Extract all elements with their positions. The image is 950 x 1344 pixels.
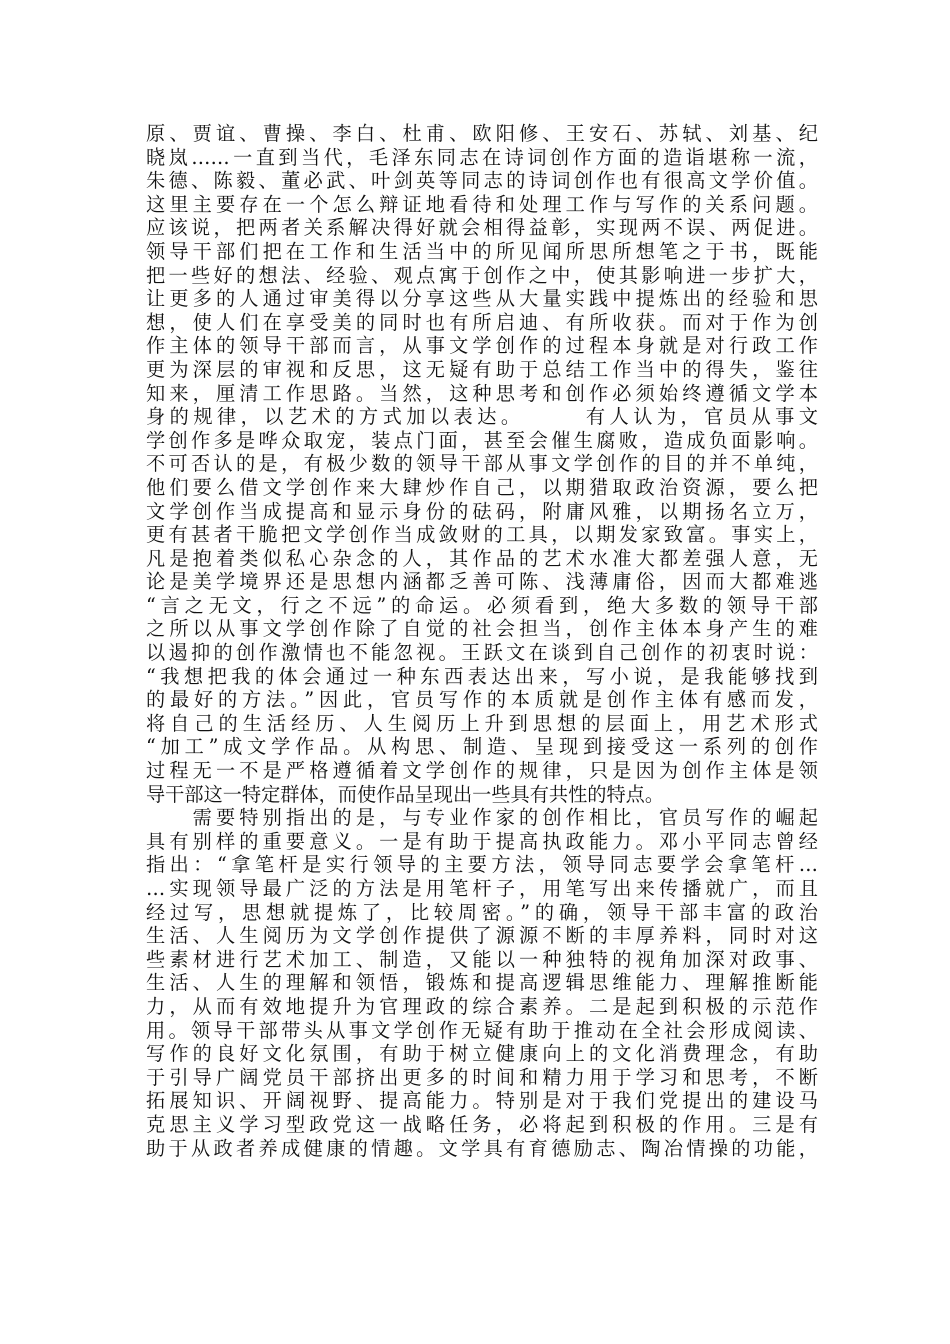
text-line: 需要特别指出的是，与专业作家的创作相比，官员写作的崛起 [146, 806, 818, 830]
text-line: 用。领导干部带头从事文学创作无疑有助于推动在全社会形成阅读、 [146, 1018, 818, 1042]
text-line: 更有甚者干脆把文学创作当成敛财的工具，以期发家致富。事实上， [146, 523, 818, 547]
text-line: 些素材进行艺术加工、制造，又能以一种独特的视角加深对政事、 [146, 947, 818, 971]
text-line: “我想把我的体会通过一种东西表达出来，写小说，是我能够找到 [146, 664, 818, 688]
text-line: 具有别样的重要意义。一是有助于提高执政能力。邓小平同志曾经 [146, 829, 818, 853]
text-line: 于引导广阔党员干部挤出更多的时间和精力用于学习和思考，不断 [146, 1065, 818, 1089]
text-line: 把一些好的想法、经验、观点寓于创作之中，使其影响进一步扩大， [146, 263, 818, 287]
text-line: 原、贾谊、曹操、李白、杜甫、欧阳修、王安石、苏轼、刘基、纪 [146, 122, 818, 145]
text-line: “言之无文，行之不远”的命运。必须看到，绝大多数的领导干部 [146, 593, 818, 617]
text-line: 他们要么借文学创作来大肆炒作自己，以期猎取政治资源，要么把 [146, 475, 818, 499]
text-line: 文学创作当成提高和显示身份的砝码，附庸风雅，以期扬名立万， [146, 499, 818, 523]
text-line: 晓岚……一直到当代，毛泽东同志在诗词创作方面的造诣堪称一流， [146, 145, 818, 169]
text-line: 的最好的方法。”因此，官员写作的本质就是创作主体有感而发， [146, 688, 818, 712]
text-line: 助于从政者养成健康的情趣。文学具有育德励志、陶冶情操的功能， [146, 1136, 818, 1160]
text-line: 这里主要存在一个怎么辩证地看待和处理工作与写作的关系问题。 [146, 192, 818, 216]
text-line: 克思主义学习型政党这一战略任务，必将起到积极的作用。三是有 [146, 1112, 818, 1136]
text-line: 朱德、陈毅、董必武、叶剑英等同志的诗词创作也有很高文学价值。 [146, 169, 818, 193]
text-line: …实现领导最广泛的方法是用笔杆子，用笔写出来传播就广，而且 [146, 877, 818, 900]
text-line: 凡是抱着类似私心杂念的人，其作品的艺术水准大都差强人意，无 [146, 546, 818, 570]
text-line: 写作的良好文化氛围，有助于树立健康向上的文化消费理念，有助 [146, 1042, 818, 1066]
text-line: 学创作多是哗众取宠，装点门面，甚至会催生腐败，造成负面影响。 [146, 428, 818, 452]
text-line: 作主体的领导干部而言，从事文学创作的过程本身就是对行政工作 [146, 334, 818, 358]
text-line: 身的规律，以艺术的方式加以表达。 有人认为，官员从事文 [146, 405, 818, 429]
text-line: 应该说，把两者关系解决得好就会相得益彰，实现两不误、两促进。 [146, 216, 818, 240]
text-line: 力，从而有效地提升为官理政的综合素养。二是起到积极的示范作 [146, 994, 818, 1018]
text-line: 生活、人生阅历为文学创作提供了源源不断的丰厚养料，同时对这 [146, 924, 818, 948]
text-line: 更为深层的审视和反思，这无疑有助于总结工作当中的得失，鉴往 [146, 357, 818, 381]
text-line: 拓展知识、开阔视野、提高能力。特别是对于我们党提出的建设马 [146, 1089, 818, 1113]
text-line: 以遏抑的创作激情也不能忽视。王跃文在谈到自己创作的初衷时说： [146, 641, 818, 665]
text-line: 论是美学境界还是思想内涵都乏善可陈、浅薄庸俗，因而大都难逃 [146, 570, 818, 594]
text-line: 生活、人生的理解和领悟，锻炼和提高逻辑思维能力、理解推断能 [146, 971, 818, 995]
text-line: 想，使人们在享受美的同时也有所启迪、有所收获。而对于作为创 [146, 310, 818, 334]
text-line: 将自己的生活经历、人生阅历上升到思想的层面上，用艺术形式 [146, 711, 818, 735]
text-line: 经过写，思想就提炼了，比较周密。”的确，领导干部丰富的政治 [146, 900, 818, 924]
text-line: 指出：“拿笔杆是实行领导的主要方法，领导同志要学会拿笔杆… [146, 853, 818, 877]
text-line: 之所以从事文学创作除了自觉的社会担当，创作主体本身产生的难 [146, 617, 818, 641]
text-line: “加工”成文学作品。从构思、制造、呈现到接受这一系列的创作 [146, 735, 818, 759]
text-line: 知来，厘清工作思路。当然，这种思考和创作必须始终遵循文学本 [146, 381, 818, 405]
body-text [146, 122, 818, 1160]
text-line: 不可否认的是，有极少数的领导干部从事文学创作的目的并不单纯， [146, 452, 818, 476]
text-line: 领导干部们把在工作和生活当中的所见闻所思所想笔之于书，既能 [146, 239, 818, 263]
text-line: 导干部这一特定群体，而使作品呈现出一些具有共性的特点。 [146, 782, 665, 806]
text-line: 过程无一不是严格遵循着文学创作的规律，只是因为创作主体是领 [146, 759, 818, 783]
text-line: 让更多的人通过审美得以分享这些从大量实践中提炼出的经验和思 [146, 287, 818, 311]
